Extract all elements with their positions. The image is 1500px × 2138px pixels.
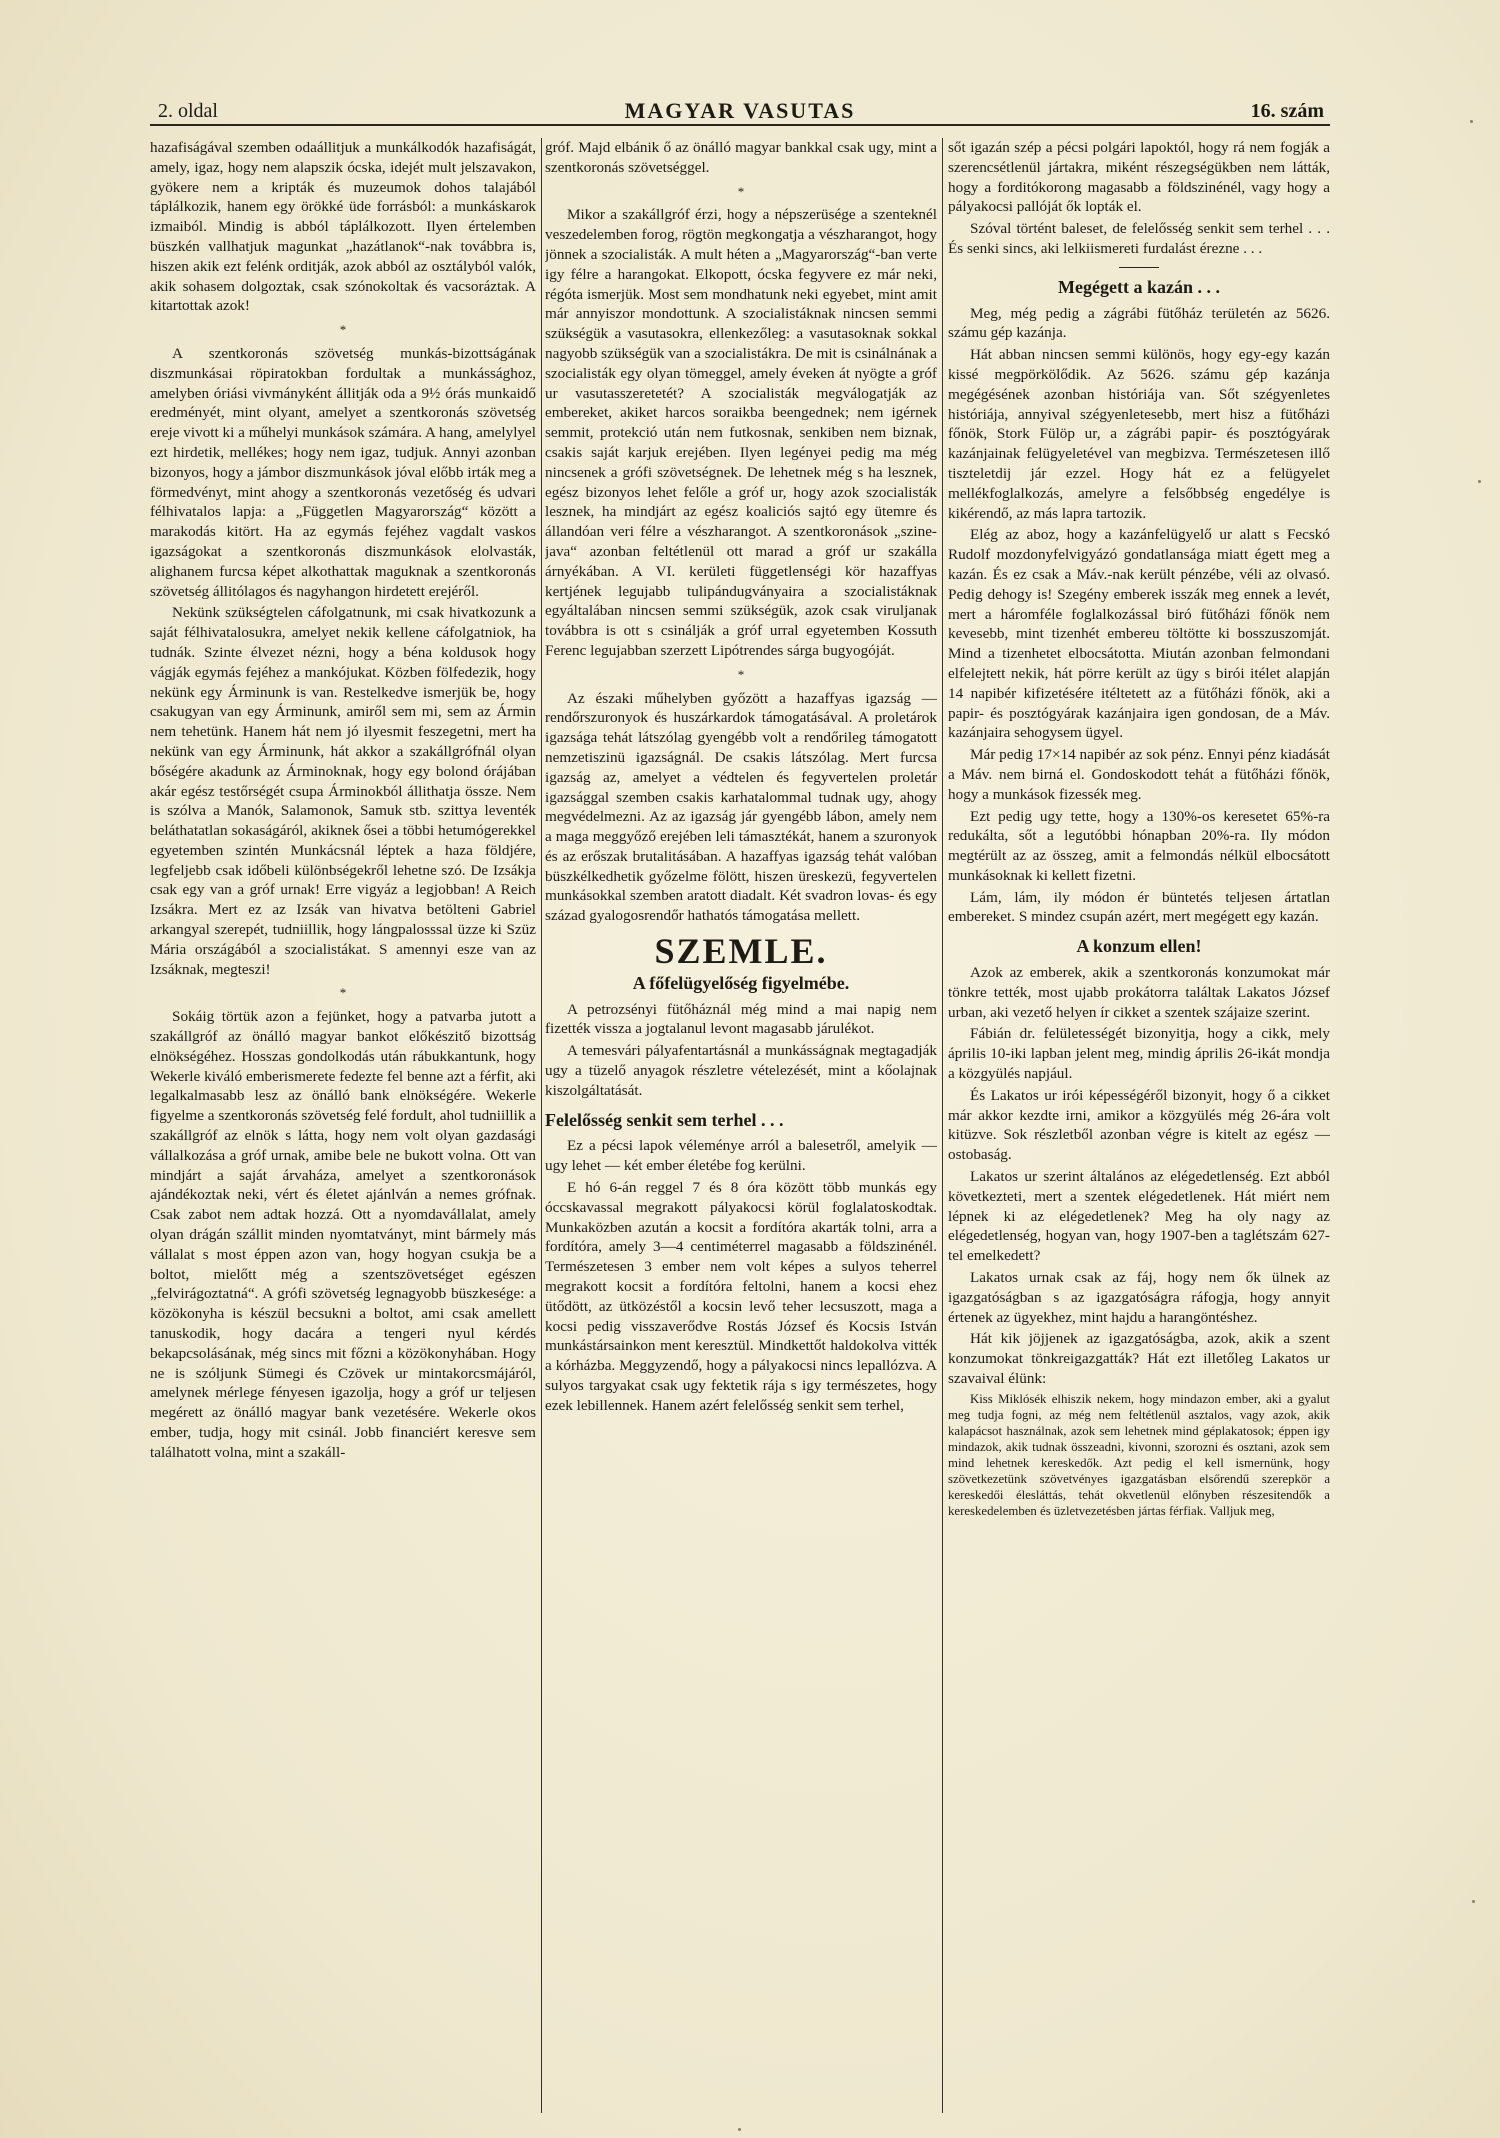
article-paragraph: Fábián dr. felületességét bizonyitja, hogy a cikk, mely április 10-iki lapban jelent meg, mindig április 26-ikát mondja a közgyülés napjául. [948, 1025, 1330, 1083]
article-paragraph: Az északi műhelyben győzött a hazaffyas igazság — rendőrszuronyok és huszárkardok támogatásával. A proletárok igazsága tehát látszólag gyengébb volt a rendőrileg támogatott nemzetiszinü igazságnál. De csakis látszólag. Mert furcsa igazság az, amelyet a védtelen és fegyvertelen proletár igazsággal szemben csakis karhatalommal tudnak ugy, ahogy megvédelmezni. Az az igazság jár gyengébb lábon, amely nem a maga meggyőző erejében leli támasztékát, hanem a szuronyok és az erőszak brutalitásában. A hazaffyas igazság tehát valóban büszkélkedhetik győzelme fölött, hiszen üreskezü, fegyvertelen munkásokkal szemben aratott diadalt. Két svadron lovas- és egy század gyalogosrendőr hathatós támogatása mellett. [545, 689, 937, 925]
section-heading: A konzum ellen! [1076, 936, 1202, 957]
article-paragraph: Ezt pedig ugy tette, hogy a 130%-os keresetet 65%-ra redukálta, sőt a legutóbbi hónapban 20%-ra. Ily módon megtérült az az összeg, amit a felmondás nélkül elbocsátott munkásoknak ki kellett fizetni. [948, 807, 1330, 884]
article-paragraph: Azok az emberek, akik a szentkoronás konzumokat már tönkre tették, most ujabb prokátorra találtak Lakatos József urban, aki vezető helyen ír cikket a szentek szájaize szerint. [948, 964, 1330, 1021]
article-paragraph: Sokáig törtük azon a fejünket, hogy a patvarba jutott a szakállgróf az önálló magyar bankot előkészitő bizottság elnökségéhez. Hosszas gondolkodás után rábukkantunk, hogy Wekerle kiváló emberismerete fedezte fel benne azt a férfit, aki legalkalmasabb lesz az önálló bank elnökségére. Wekerle figyelme a szentkoronás szövetség felé fordult, ahol tudniillik a szakállgróf az elnök s látta, hogy nem volt olyan gazdasági vállalkozása a gróf urnak, amibe bele ne bukott volna. Ott van mindjárt a saját árvaháza, amelyet a szentkoronások ajándékoztak neki, vért és életet ajánlván a nemes grófnak. Csak zabot nem adtak hozzá. Ott a nyomdavállalat, amely olyan drágán szállit minden nyomtatványt, mint bármely más vállalat s most éppen azon van, hogy hogyan csukja be a boltot, mielőtt még a szentszövetséget egészen „felvirágoztatná“. A grófi szövetség legnagyobb büszkesége: a közökonyha is készül becsukni a boltot, ami csak amellett tanuskodik, hogy dacára a tengeri nyul kérdés bekapcsolásának, még sincs mit főzni a közökonyhában. Hogy ne is szóljunk Sümegi és Czövek ur mintakorcsmájáról, amelynek mérlege fényesen igazolja, hogy a gróf ur teljesen megérett az önálló magyar bank vezetésére. Wekerle okos ember, tudja, hogy mit csinál. Jobb financiért keresve sem találhatott volna, mint a szakáll- [150, 1008, 536, 1461]
article-paragraph: Elég az aboz, hogy a kazánfelügyelő ur alatt s Fecskó Rudolf mozdonyfelvigyázó gondatlansága miatt égett meg a kazán. És ez csak a Máv.-nak került pénzébe, véli az olvasó. Pedig dehogy is! Szegény emberek isszák meg ennek a levét, mert a háromféle foglalkozással biró fütőházi főnök nem kevesebb, mint tizenhét embereu töltötte ki bosszuszomját. Mind a tizenhetet elbocsátotta. Miután azonban felmondani elfelejtett nekik, hát pörre került az ügy s birói itélet alapján 14 napibér kifizetésére itéltetett az a fütőházi főnök, aki a papir- és posztógyárak kazánjaira igen gondosan, de a Máv. kazánjaira sehogysem ügyel. [948, 526, 1330, 742]
section-asterisk: * [737, 183, 745, 199]
section-masthead-szemle: SZEMLE. [654, 931, 828, 972]
article-paragraph: Lakatos urnak csak az fáj, hogy nem ők ülnek az igazgatóságban s az igazgatóságra ráfogja, hogy annyit értenek az ügyekhez, mint hajdu a harangöntéshez. [948, 1269, 1330, 1326]
print-speck [1478, 480, 1481, 483]
article-paragraph: Lakatos ur szerint általános az elégedetlenség. Ezt abból következteti, mert a szentek elégedetlenek. Hát miért nem lépnek ki az elégedetlenek? Meg ha oly nagy az elégedetlenség, hogyan van, hogy 1907-ben a taglétszám 627-tel emelkedett? [948, 1168, 1330, 1265]
print-speck [1472, 1900, 1475, 1903]
page-header [150, 98, 1330, 126]
article-paragraph: Hát abban nincsen semmi különös, hogy egy-egy kazán kissé megpörkölődik. Az 5626. számu gép kazánja megégésének azonban históriája van. Sőt szégyenletes históriája, annyival szégyenletesebb, mert hisz a fütőházi főnök, Stork Fülöp ur, a zágrábi papir- és posztógyárak kazánjainak felügyeletével van megbizva. Természetesen illő tiszteletdij jár ezzel. Hogy hát ez a felügyelet mellékfoglalkozás, amelyre a felsőbbség engedélye is kikérendő, az más lapra tartozik. [948, 346, 1330, 522]
article-paragraph: Lám, lám, ily módon ér büntetés teljesen ártatlan embereket. S mindez csupán azért, mert megégett egy kazán. [948, 888, 1330, 926]
column-3 [948, 138, 1330, 2113]
print-speck [1470, 120, 1473, 123]
article-paragraph: A szentkoronás szövetség munkás-bizottságának diszmunkásai röpiratokban fordultak a munkássághoz, amelyben óriási vivmányként állitják oda a 9½ órás munkaidő eredményét, mint olyant, amelyet a szentkoronás szövetség ereje vivott ki a műhelyi munkások számára. A hang, amelylyel ezt hirdetik, mellékes; hogy nem igaz, tudjuk. Annyi azonban bizonyos, hogy a jámbor diszmunkások jóval előbb irták meg a förmedvényt, mint ahogy a szentkoronás vezetőség és udvari félhivatalos lapja: a „Független Magyarország“ között a marakodás kitört. Ha az egymás fejéhez vagdalt vaskos igazságokat a szentkoronás diszmunkások elolvasták, alighanem furcsa képet alkothattak maguknak a szentkoronás szövetség állitólagos és nagyhangon hirdetett erejéről. [150, 344, 536, 600]
article-paragraph: Szóval történt baleset, de felelősség senkit sem terhel . . . És senki sincs, aki lelkiismereti furdalást érezne . . . [948, 220, 1330, 257]
article-paragraph: A temesvári pályafentartásnál a munkásságnak megtagadják ugy a tüzelő anyagok részletre vételezését, mint a kőolajnak kiszolgáltatását. [545, 1042, 937, 1099]
article-paragraph: gróf. Majd elbánik ő az önálló magyar bankkal csak ugy, mint a szentkoronás szövetséggel. [545, 139, 937, 176]
section-heading: Felelősség senkit sem terhel . . . [545, 1109, 784, 1130]
issue-number: 16. szám [1250, 100, 1324, 122]
column-rule-1 [541, 138, 542, 2113]
quoted-paragraph: Kiss Miklósék elhiszik nekem, hogy mindazon ember, aki a gyalut meg tudja fogni, az még nem feltétlenül asztalos, vagy azok, akik kalapácsot használnak, azok sem lehetnek mind géplakatosok; éppen igy mindazok, akik tudnak összeadni, kivonni, szorozni és osztani, azok sem mind lehetnek kereskedők. Azt pedig el kell ismernünk, hogy szövetkezetünk szövetvényes igazgatásban elsőrendű szerepkör a kereskedői élesláttás, tehát okvetlenül előnyben részesitendők a kereskedelemben és üzletvezetésben jártas férfiak. Valljuk meg, [948, 1391, 1330, 1518]
section-asterisk: * [737, 666, 745, 682]
column-1 [150, 138, 536, 2113]
article-paragraph: És Lakatos ur irói képességéről bizonyit, hogy ő a cikket már akkor kezdte irni, amikor a közgyülés még 26-ára volt kitüzve. Sok részletből azonban végre is kitelt az egész — ostobaság. [948, 1086, 1330, 1164]
section-asterisk: * [339, 985, 347, 1001]
article-paragraph: Meg, még pedig a zágrábi fütőház területén az 5626. számu gép kazánja. [948, 304, 1330, 342]
article-paragraph: Ez a pécsi lapok véleménye arról a balesetről, amelyik — ugy lehet — két ember életébe fog kerülni. [545, 1137, 937, 1175]
print-speck [738, 2128, 741, 2131]
article-paragraph: Hát kik jöjjenek az igazgatóságba, azok, akik a szent konzumokat tönkreigazgatták? Hát ezt illetőleg Lakatos ur szavaival élünk: [948, 1330, 1330, 1388]
column-2 [545, 138, 937, 2113]
section-divider [1119, 267, 1159, 268]
article-paragraph: hazafiságával szemben odaállitjuk a munkálkodók hazafiságát, amely, igaz, hogy nem alapszik ócska, idejét mult jelszavakon, gyökere nem a kripták és muzeumok dohos talajából táplálkozik, hanem egy örökké üde forrásból: a munkáskarok izmaiból. Mindig is abból táplálkozott. Ilyen értelemben büszkén vallhatjuk magunkat „hazátlanok“-nak továbbra is, hiszen akik ezt felénk orditják, azok abból az osztályból valók, akik sohasem dolgoztak, csak szónokoltak és vacsoráztak. A kitartottak azok! [150, 139, 536, 315]
article-paragraph: E hó 6-án reggel 7 és 8 óra között több munkás egy óccskavassal megrakott pályakocsi körül foglalatoskodtak. Munkaközben azután a kocsit a fordítóra akarták tolni, arra a fordítóra, amely 3—4 centiméterrel magasabb a földszinénél. Természetesen 3 ember nem volt képes a sulyos teherrel megrakott kocsit a fordítóra feltolni, hanem a kocsi ehez ütődött, az ütközéstől a kocsin levő teher lecsuszott, maga a kocsi pedig visszaverődve Rostás József és Kocsis István munkástársainkon ment keresztül. Mindkettőt haldokolva vitték a kórházba. Meggyzendő, hogy a pályakocsi nincs lepallózva. A sulyos targyakat csak ugy fektetik rája s igy természetes, hogy ezek lebillennek. Hanem azért felelősség senkit sem terhel, [545, 1179, 937, 1414]
article-paragraph: A petrozsényi fütőháznál még mind a mai napig nem fizették vissza a jogtalanul levont magasabb járulékot. [545, 1000, 937, 1038]
article-paragraph: Nekünk szükségtelen cáfolgatnunk, mi csak hivatkozunk a saját félhivatalosukra, amelyet nekik kellene cáfolgatniok, ha tudnák. Szinte élvezet nézni, hogy a béna koldusok hogy vágják egymás fejéhez a mankójukat. Közben fölfedezik, hogy nekünk egy Árminunk is van. Restelkedve ismerjük be, hogy csakugyan van egy Árminunk, amiről sem mi, sem az Ármin nem tehetünk. Hanem hát nem jó ilyesmit feszegetni, mert ha nekünk van egy Árminunk, hát akkor a szakállgrófnál olyan bőségére akadunk az Árminoknak, hogy egy bolond órájában akár egész testőrségét csupa Árminokból állithatja össze. Nem is szólva a Manók, Salamonok, Samuk stb. szittya leventék beláthatatlan sokaságáról, akiknek ősei a többi hetumógerekkel egyetemben szintén Munkácsnál léptek a haza földjére, legfeljebb csak időbeli különbségekről lehetne szó. De Izsákja csak egy van a gróf urnak! Erre vigyáz a legjobban! A Reich Izsákra. Mert ez az Izsák van hivatva betölteni Gabriel arkangyal szerepét, tudniillik, hogy lángpalosssal üzze ki Szüz Mária országából a szocialistákat. S amennyi esze van az Izsáknak, megteszi! [150, 604, 536, 978]
column-rule-2 [942, 138, 943, 2113]
article-paragraph: Már pedig 17×14 napibér az sok pénz. Ennyi pénz kiadását a Máv. nem birná el. Gondoskodott tehát a fütőházi főnök, hogy a munkások fizessék meg. [948, 746, 1330, 803]
page-number: 2. oldal [158, 100, 218, 122]
section-heading: A főfelügyelőség figyelmébe. [632, 972, 850, 993]
section-heading: Megégett a kazán . . . [1058, 276, 1220, 297]
section-asterisk: * [339, 322, 347, 338]
article-paragraph: sőt igazán szép a pécsi polgári lapoktól, hogy rá nem fogják a szerencsétlenül jártakra, miként részegségükben nem látták, hogy a forditókorong magasabb a földszinénél, vagy hogy a pályakocsi pallóját ők lopták el. [948, 139, 1330, 216]
article-paragraph: Mikor a szakállgróf érzi, hogy a népszerüsége a szenteknél veszedelemben forog, rögtön megkongatja a vészharangot, hogy jönnek a szocialisták. A mult héten a „Magyarország“-ban verte igy félre a harangokat. Elkopott, ócska fegyvere ez már neki, régóta ismerjük. Most sem mondhatunk neki egyebet, mint amit már annyiszor mondottunk. A szocialistáknak nincsen semmi szükségük a vasutasokra, ellenkezőleg: a vasutasoknak sokkal nagyobb szükségük van a szocialistákra. De mit is csinálnának a szocialisták egy olyan tömeggel, amely éveken át nyögte a gróf ur vasutasszeretetét? A szocialisták megválogatják az embereket, akiket harcos soraikba beengednek; nem igérnek semmit, protekció után nem futkosnak, senkiben nem biznak, csakis saját karjuk erejében. Ilyen legényei pedig ma még nincsenek a grófi szövetségnek. De lehetnek még s ha lesznek, egész bizonyos lehet felőle a gróf ur, hogy azok szocialisták lesznek, ha mindjárt az egész koaliciós sajtó egy ütemre és állandóan veri félre a vészharangot. A szentkoronások „szine-java“ azonban feltétlenül ott marad a gróf ur szakálla árnyékában. A VI. kerületi függetlenségi kör hazaffyas kertjének legujabb tulipándugványaira a szocialistáknak egyáltalában nincsen semmi szükségük, azok csak viruljanak továbbra is ott s csinálják a gróf urral egyetemben Kossuth Ferenc legujabban szerzett Lipótrendes sárga bugyogóját. [545, 206, 937, 659]
newspaper-title: MAGYAR VASUTAS [624, 98, 856, 123]
